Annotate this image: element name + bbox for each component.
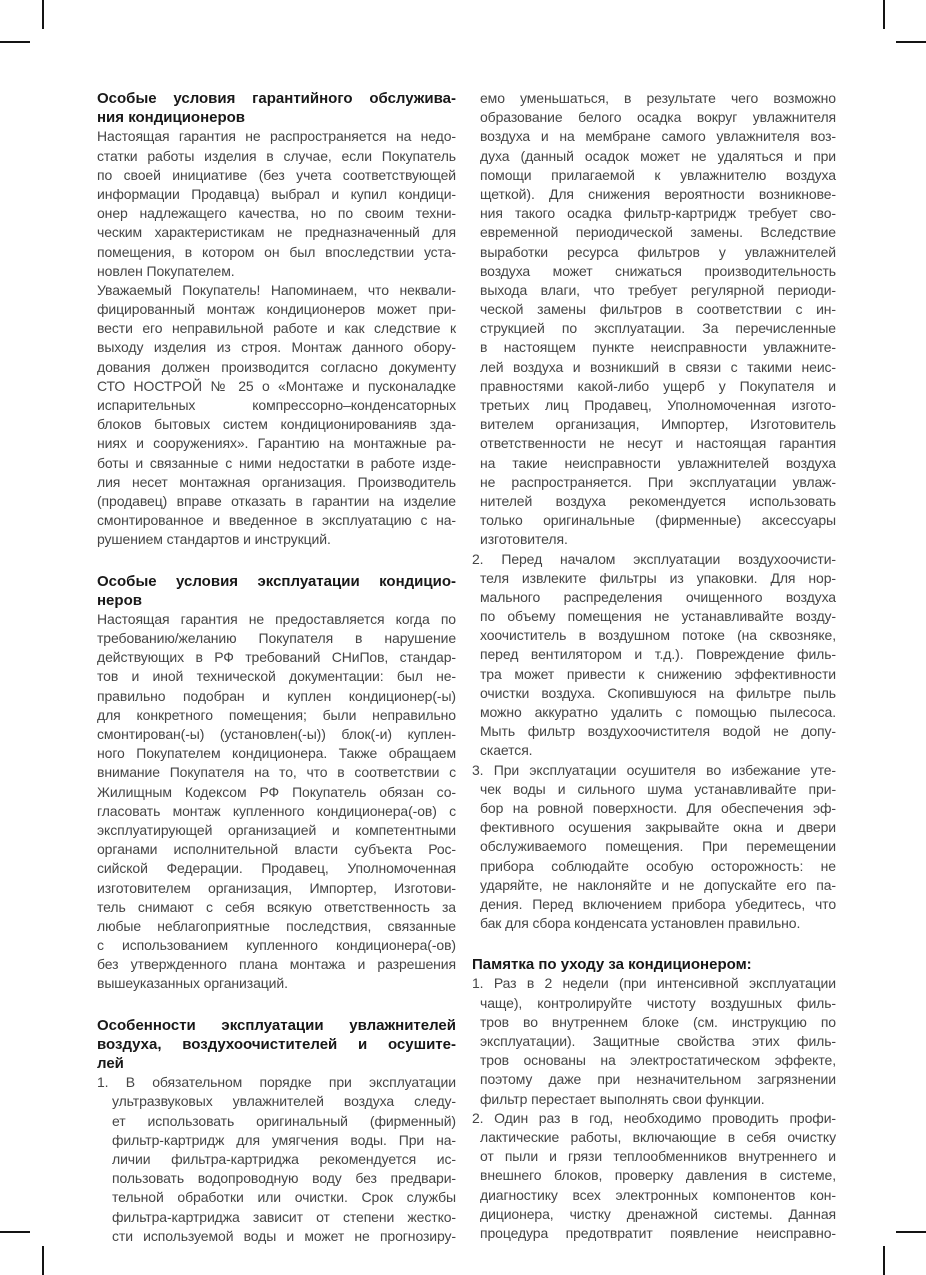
text-line: гласовать монтаж купленного кондиционера(-ов) с bbox=[97, 802, 456, 819]
text-line: по своей инициативе (без учета соответствующей bbox=[97, 166, 456, 183]
list-item bbox=[472, 550, 836, 761]
text-line: новлен Покупателем. bbox=[97, 262, 235, 279]
text-line: ния такого осадка фильтр-картридж требует сво- bbox=[480, 205, 836, 222]
text-line: диционера, чистку дренажной системы. Данная bbox=[480, 1205, 836, 1222]
crop-mark-bottom-right-horizontal bbox=[896, 1231, 926, 1233]
text-line: по объему помещения не устанавливайте возду- bbox=[480, 608, 836, 625]
text-line: ческим характеристикам не предназначенный для bbox=[97, 224, 456, 241]
text-line: Особенности эксплуатации увлажнителей bbox=[97, 1016, 456, 1034]
text-line: фильтр перестает выполнять свои функции. bbox=[480, 1090, 765, 1107]
text-line: выходу изделия из строя. Монтаж данного обору- bbox=[97, 339, 456, 356]
text-line: изготовителем организация, Импортер, Изготови- bbox=[97, 879, 456, 896]
text-line: Уважаемый Покупатель! Напоминаем, что неквали- bbox=[97, 281, 456, 298]
text-line: щеткой). Для снижения вероятности возникнове- bbox=[480, 185, 836, 202]
text-line: скается. bbox=[480, 742, 533, 759]
text-line: лактические работы, включающие в себя очистку bbox=[480, 1128, 836, 1145]
section-heading bbox=[472, 955, 836, 974]
text-line: на такие неисправности увлажнителей воздуха bbox=[480, 454, 836, 471]
text-line: ответственности не несут и настоящая гарантия bbox=[480, 435, 836, 452]
text-line: мального распределения очищенного воздуха bbox=[480, 588, 836, 605]
text-line: евременной периодической замены. Вследствие bbox=[480, 224, 836, 241]
text-line: процедура предотвратит появление неисправно- bbox=[480, 1224, 836, 1241]
list-item bbox=[472, 974, 836, 1108]
text-line: без утвержденного плана монтажа и разрешения bbox=[97, 956, 456, 973]
text-line: духа (данный осадок может не удаляться и при bbox=[480, 147, 836, 164]
right-column bbox=[472, 89, 836, 1243]
text-line: сийской Федерации. Продавец, Уполномоченная bbox=[97, 860, 456, 877]
text-line: статки работы изделия в случае, если Покупатель bbox=[97, 147, 456, 164]
text-line: дования должен производится согласно документу bbox=[97, 358, 456, 375]
text-line: пользовать водопроводную воду без предвари- bbox=[112, 1170, 456, 1187]
text-line: фильтра-картриджа зависит от степени жестко- bbox=[112, 1208, 456, 1225]
text-line: в настоящем пункте неисправности увлажните- bbox=[480, 339, 836, 356]
text-line: 1. В обязательном порядке при эксплуатации bbox=[97, 1074, 456, 1091]
text-line: правностями какой-либо ущерб у Покупателя и bbox=[480, 377, 836, 394]
text-line: Особые условия эксплуатации кондицио- bbox=[97, 572, 456, 590]
text-line: тра может привести к снижению эффективности bbox=[480, 665, 836, 682]
text-line: воздуха, воздухоочистителей и осушите- bbox=[97, 1035, 456, 1053]
text-line: вышеуказанных организаций. bbox=[97, 975, 288, 992]
text-line: правильно подобран и куплен кондиционер(-ы) bbox=[97, 687, 456, 704]
text-line: информации Продавца) выбрал и купил кондици- bbox=[97, 185, 456, 202]
text-line: боты и связанные с ними недостатки в работе изде- bbox=[97, 454, 456, 471]
text-line: образование белого осадка вокруг увлажнителя bbox=[480, 109, 836, 126]
text-line: (продавец) вправе отказать в гарантии на изделие bbox=[97, 492, 456, 509]
text-line: Особые условия гарантийного обслужива- bbox=[97, 90, 456, 107]
text-line: только оригинальные (фирменные) аксессуары bbox=[480, 512, 836, 529]
text-line: 3. При эксплуатации осушителя во избежание уте- bbox=[472, 761, 836, 778]
text-line: СТО НОСТРОЙ № 25 о «Монтаже и пусконаладке bbox=[97, 377, 456, 394]
text-line: не распространяется. При эксплуатации увлаж- bbox=[480, 473, 836, 490]
text-line: 1. Раз в 2 недели (при интенсивной эксплуатации bbox=[472, 975, 836, 992]
text-line: от пыли и грязи теплообменников внутреннего и bbox=[480, 1148, 836, 1165]
section-heading bbox=[97, 89, 456, 127]
text-line: чек воды и сильного шума устанавливайте при- bbox=[480, 780, 836, 797]
text-line: помощи прилагаемой к увлажнителю воздуха bbox=[480, 166, 836, 183]
text-line: Мыть фильтр воздухоочистителя водой не допу- bbox=[480, 723, 836, 740]
text-line: действующих в РФ требований СНиПов, стандар- bbox=[97, 649, 456, 666]
text-line: ультразвуковых увлажнителей воздуха следу- bbox=[112, 1093, 456, 1110]
text-line: требованию/желанию Покупателя в нарушение bbox=[97, 630, 456, 647]
text-line: лей bbox=[97, 1055, 124, 1072]
text-line: для конкретного помещения; были неправильно bbox=[97, 706, 456, 723]
text-line: воздуха и на мембране самого увлажнителя воз- bbox=[480, 128, 836, 145]
text-line: сти используемой воды и может не прогнозиру- bbox=[112, 1227, 456, 1244]
text-line: обслуживаемого помещения. При перемещении bbox=[480, 838, 836, 855]
list-continuation bbox=[472, 89, 836, 550]
text-line: изготовителя. bbox=[480, 531, 568, 548]
text-line: 2. Один раз в год, необходимо проводить профи- bbox=[472, 1109, 836, 1126]
text-line: нителей воздуха рекомендуется использовать bbox=[480, 492, 836, 509]
text-line: 2. Перед началом эксплуатации воздухоочисти- bbox=[472, 550, 836, 567]
text-line: испарительных компрессорно–конденсаторных bbox=[97, 397, 456, 413]
text-line: вителем организация, Импортер, Изготовитель bbox=[480, 416, 836, 433]
text-line: неров bbox=[97, 591, 142, 609]
text-line: третьих лиц Продавец, Уполномоченная изгото- bbox=[480, 397, 836, 413]
text-line: очистки воздуха. Скопившуюся на фильтре пыль bbox=[480, 684, 836, 701]
text-line: любые неблагоприятные последствия, связанные bbox=[97, 917, 456, 934]
text-line: блоков бытовых систем кондиционированияв зда- bbox=[97, 416, 456, 433]
crop-mark-bottom-right-vertical bbox=[883, 1246, 885, 1275]
text-line: ного Покупателем кондиционера. Также обращаем bbox=[97, 745, 456, 762]
text-line: вести его неправильной работе и как следствие к bbox=[97, 320, 456, 337]
text-line: можно аккуратно удалить с помощью пылесоса. bbox=[480, 704, 836, 720]
text-line: теля извлеките фильтры из упаковки. Для нор- bbox=[480, 569, 836, 586]
text-line: выработки ресурса фильтров у увлажнителей bbox=[480, 243, 836, 260]
text-line: онер надлежащего качества, но по своим техни- bbox=[97, 205, 456, 222]
text-line: тельной обработки или очистки. Срок службы bbox=[112, 1189, 456, 1206]
text-line: хоочиститель в воздушном потоке (на сквозняке, bbox=[480, 627, 836, 644]
text-line: ческой замены фильтров в соответствии с ин- bbox=[480, 301, 836, 318]
list-item bbox=[472, 761, 836, 934]
text-line: эксплуатирующей организацией и компетентными bbox=[97, 821, 456, 838]
paragraph bbox=[97, 281, 456, 550]
text-line: емо уменьшаться, в результате чего возможно bbox=[480, 90, 836, 106]
text-line: внешнего блоков, проверку давления в системе, bbox=[480, 1167, 836, 1184]
crop-mark-top-left-horizontal bbox=[0, 41, 30, 43]
text-line: струкцией по эксплуатации. За перечисленные bbox=[480, 320, 836, 337]
text-line: рушением стандартов и инструкций. bbox=[97, 531, 331, 548]
text-line: органами исполнительной власти субъекта Рос- bbox=[97, 841, 456, 858]
text-line: Настоящая гарантия не распространяется на недо- bbox=[97, 128, 456, 145]
text-line: выхода влаги, что требует регулярной периоди- bbox=[480, 281, 836, 298]
crop-mark-bottom-left-vertical bbox=[42, 1246, 44, 1275]
text-line: тель снимают с себя всякую ответственность за bbox=[97, 898, 456, 915]
text-line: фицированный монтаж кондиционеров может при- bbox=[97, 301, 456, 318]
text-line: фективного осушения закрывайте окна и двери bbox=[480, 819, 836, 836]
left-column bbox=[97, 89, 456, 1246]
text-line: Жилищным Кодексом РФ Покупатель обязан со- bbox=[97, 783, 456, 800]
crop-mark-top-left-vertical bbox=[42, 0, 44, 29]
paragraph bbox=[97, 127, 456, 281]
text-line: прибора соблюдайте особую осторожность: не bbox=[480, 857, 836, 874]
text-line: смонтированное и введенное в эксплуатацию с на- bbox=[97, 512, 456, 529]
text-line: перед вентилятором и т.д.). Повреждение филь- bbox=[480, 646, 836, 663]
text-line: ет использовать оригинальный (фирменный) bbox=[112, 1112, 456, 1129]
text-line: бор на ровной поверхности. Для обеспечения эф- bbox=[480, 799, 836, 816]
text-line: лей воздуха и возникший в связи с такими неис- bbox=[480, 358, 836, 375]
list-item bbox=[472, 1109, 836, 1243]
text-line: с использованием купленного кондиционера(-ов) bbox=[97, 937, 456, 954]
text-line: дения. Перед включением прибора убедитесь, что bbox=[480, 895, 836, 912]
paragraph bbox=[97, 610, 456, 994]
crop-mark-top-right-horizontal bbox=[896, 41, 926, 43]
section-heading bbox=[97, 572, 456, 610]
text-line: помещения, в котором он был впоследствии уста- bbox=[97, 243, 456, 260]
text-line: внимание Покупателя на то, что в соответствии с bbox=[97, 764, 456, 781]
text-line: воздуха может снижаться производительность bbox=[480, 262, 836, 279]
text-line: ния кондиционеров bbox=[97, 109, 246, 127]
text-line: Настоящая гарантия не предоставляется когда по bbox=[97, 610, 456, 627]
text-line: чаще), контролируйте чистоту воздушных филь- bbox=[480, 994, 836, 1011]
text-line: бак для сбора конденсата установлен правильно. bbox=[480, 915, 801, 932]
text-line: лия несет монтажная организация. Производитель bbox=[97, 473, 456, 490]
text-line: тов и иной технической документации: был не- bbox=[97, 668, 456, 685]
text-line: смонтирован(-ы) (установлен(-ы)) блок(-и) куплен- bbox=[97, 726, 456, 742]
text-line: личии фильтра-картриджа рекомендуется ис- bbox=[112, 1150, 456, 1167]
text-line: ударяйте, не наклоняйте и не допускайте его па- bbox=[480, 876, 836, 893]
crop-mark-bottom-left-horizontal bbox=[0, 1231, 30, 1233]
text-line: поэтому даже при незначительном загрязнении bbox=[480, 1071, 836, 1088]
text-line: тров во внутреннем блоке (см. инструкцию по bbox=[480, 1013, 836, 1030]
crop-mark-top-right-vertical bbox=[883, 0, 885, 29]
text-line: Памятка по уходу за кондиционером: bbox=[472, 956, 752, 974]
text-line: диагностику всех электронных компонентов кон- bbox=[480, 1186, 836, 1203]
section-heading bbox=[97, 1016, 456, 1074]
text-line: ниях и сооружениях». Гарантию на монтажные ра- bbox=[97, 435, 456, 452]
text-line: фильтр-картридж для умягчения воды. При на- bbox=[112, 1131, 456, 1148]
list-item bbox=[97, 1073, 456, 1246]
text-line: эксплуатации). Защитные свойства этих филь- bbox=[480, 1033, 836, 1049]
text-line: тров основаны на электростатическом эффекте, bbox=[480, 1052, 836, 1069]
